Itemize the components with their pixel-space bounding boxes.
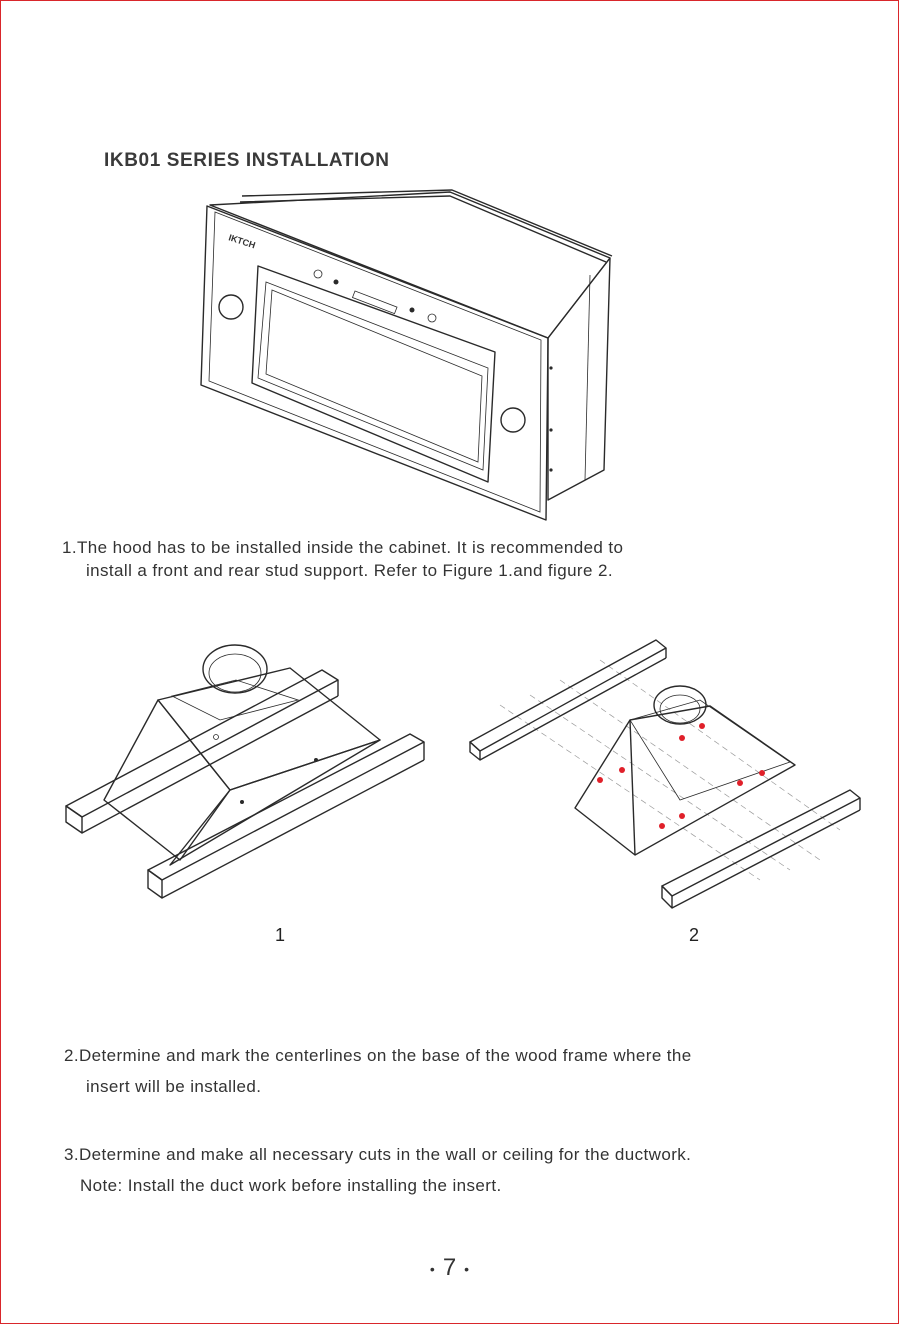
figure-2-label: 2: [689, 925, 700, 945]
step-1-line-2: install a front and rear stud support. Refer to Figure 1.and figure 2.: [86, 561, 613, 580]
figure-1-label: 1: [275, 925, 286, 945]
step-2-line-2: insert will be installed.: [86, 1077, 262, 1096]
step-1-line-1: 1.The hood has to be installed inside the cabinet. It is recommended to: [62, 538, 624, 557]
brand-logo: IKTCH: [227, 232, 257, 251]
page-title: IKB01 SERIES INSTALLATION: [104, 150, 390, 171]
step-3-line-2: Note: Install the duct work before installing the insert.: [80, 1176, 502, 1195]
step-3-line-1: 3.Determine and make all necessary cuts in the wall or ceiling for the ductwork.: [64, 1145, 692, 1164]
step-2-line-1: 2.Determine and mark the centerlines on the base of the wood frame where the: [64, 1046, 692, 1065]
page-number: • 7 •: [429, 1254, 470, 1281]
